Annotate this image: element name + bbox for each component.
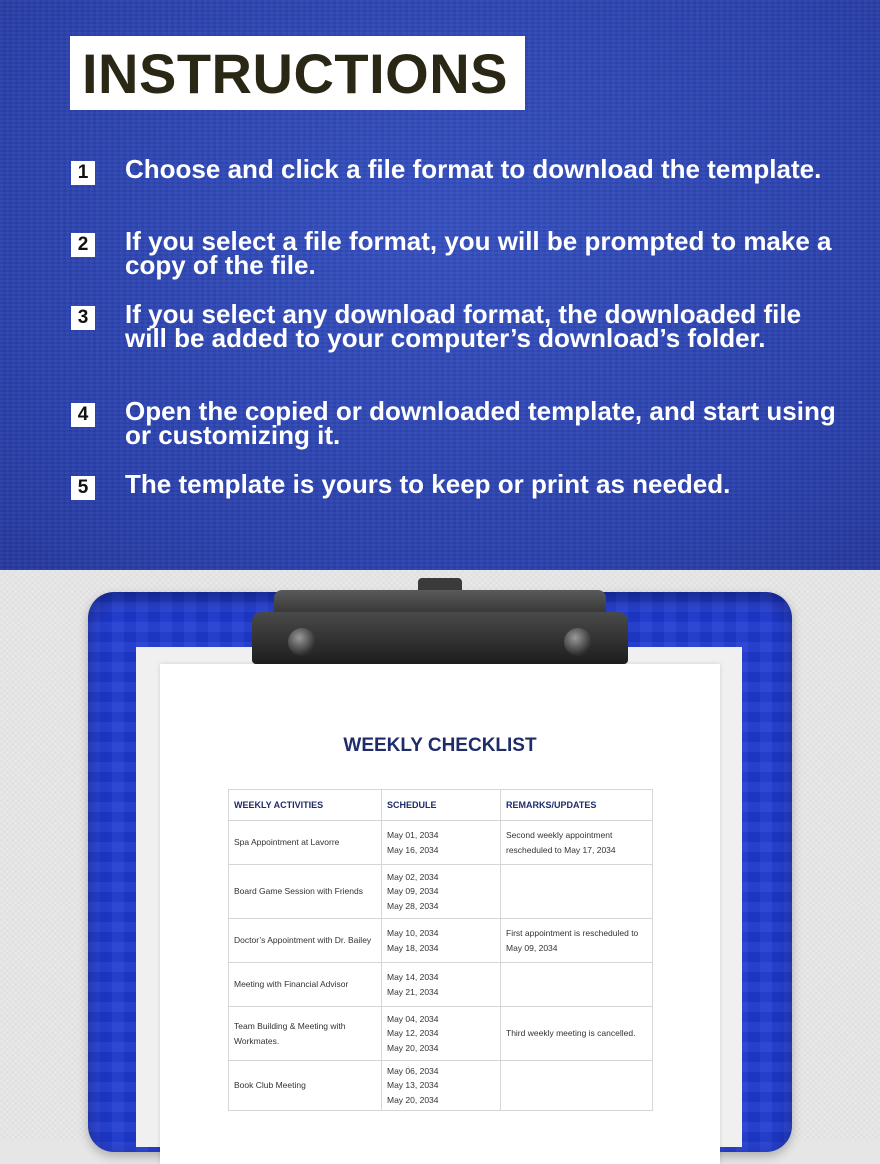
remarks-cell: First appointment is rescheduled to May 09, 2034: [501, 919, 653, 963]
document-title: WEEKLY CHECKLIST: [343, 735, 537, 756]
step-number: 4: [71, 403, 95, 427]
schedule-cell: [382, 821, 501, 865]
table-row: [229, 865, 653, 919]
header-weekly-activities: WEEKLY ACTIVITIES: [229, 790, 382, 821]
instructions-title-box: [70, 36, 525, 110]
schedule-cell: [382, 865, 501, 919]
step-text: Choose and click a file format to download the template.: [125, 154, 822, 184]
instructions-panel: [0, 0, 880, 570]
clipboard-scene: [0, 570, 880, 1140]
schedule-date: May 16, 2034: [387, 844, 439, 855]
clip-rivet-left: [288, 628, 316, 656]
table-body: [229, 821, 653, 1111]
schedule-cell: [382, 1007, 501, 1061]
activity-cell: Team Building & Meeting with Workmates.: [229, 1007, 382, 1061]
schedule-date: May 01, 2034: [387, 830, 439, 840]
step-text: Open the copied or downloaded template, and start using or customizing it.: [125, 396, 836, 450]
schedule-date: May 06, 2034: [387, 1065, 439, 1076]
schedule-date: May 09, 2034: [387, 886, 439, 897]
schedule-date: May 13, 2034: [387, 1080, 439, 1091]
instructions-title: INSTRUCTIONS: [82, 42, 508, 105]
table-header-row: [229, 790, 653, 821]
table-row: [229, 821, 653, 865]
remarks-cell: [501, 963, 653, 1007]
schedule-cell: [382, 1061, 501, 1111]
header-schedule: SCHEDULE: [382, 790, 501, 821]
schedule-cell: [382, 919, 501, 963]
activity-cell: Book Club Meeting: [229, 1061, 382, 1111]
schedule-date: May 12, 2034: [387, 1028, 439, 1039]
activity-cell: Spa Appointment at Lavorre: [229, 821, 382, 865]
schedule-date: May 10, 2034: [387, 928, 439, 938]
schedule-cell: [382, 963, 501, 1007]
schedule-date: May 18, 2034: [387, 942, 439, 953]
schedule-date: May 20, 2034: [387, 1042, 439, 1053]
step-number: 5: [71, 476, 95, 500]
clip-rivet-right: [564, 628, 592, 656]
activity-cell: Doctor’s Appointment with Dr. Bailey: [229, 919, 382, 963]
clipboard-clip: [252, 590, 628, 660]
schedule-date: May 14, 2034: [387, 972, 439, 982]
schedule-date: May 28, 2034: [387, 900, 439, 911]
activity-cell: Board Game Session with Friends: [229, 865, 382, 919]
remarks-cell: [501, 865, 653, 919]
table-row: [229, 963, 653, 1007]
table-row: [229, 919, 653, 963]
step-text: The template is yours to keep or print as needed.: [125, 469, 731, 499]
remarks-cell: Third weekly meeting is cancelled.: [501, 1007, 653, 1061]
schedule-date: May 21, 2034: [387, 986, 439, 997]
step-number: 2: [71, 233, 95, 257]
remarks-cell: [501, 1061, 653, 1111]
remarks-cell: Second weekly appointment rescheduled to May 17, 2034: [501, 821, 653, 865]
checklist-document: [160, 664, 720, 1164]
step-text: If you select a file format, you will be prompted to make a copy of the file.: [125, 226, 832, 280]
schedule-date: May 02, 2034: [387, 871, 439, 882]
activity-cell: Meeting with Financial Advisor: [229, 963, 382, 1007]
schedule-date: May 20, 2034: [387, 1094, 439, 1105]
table-row: [229, 1061, 653, 1111]
step-number: 1: [71, 161, 95, 185]
header-remarks: REMARKS/UPDATES: [501, 790, 653, 821]
table-row: [229, 1007, 653, 1061]
schedule-date: May 04, 2034: [387, 1013, 439, 1024]
weekly-checklist-table: [228, 789, 653, 1111]
step-number: 3: [71, 306, 95, 330]
step-text: If you select any download format, the downloaded file will be added to your computer’s download’s folder.: [125, 299, 802, 353]
